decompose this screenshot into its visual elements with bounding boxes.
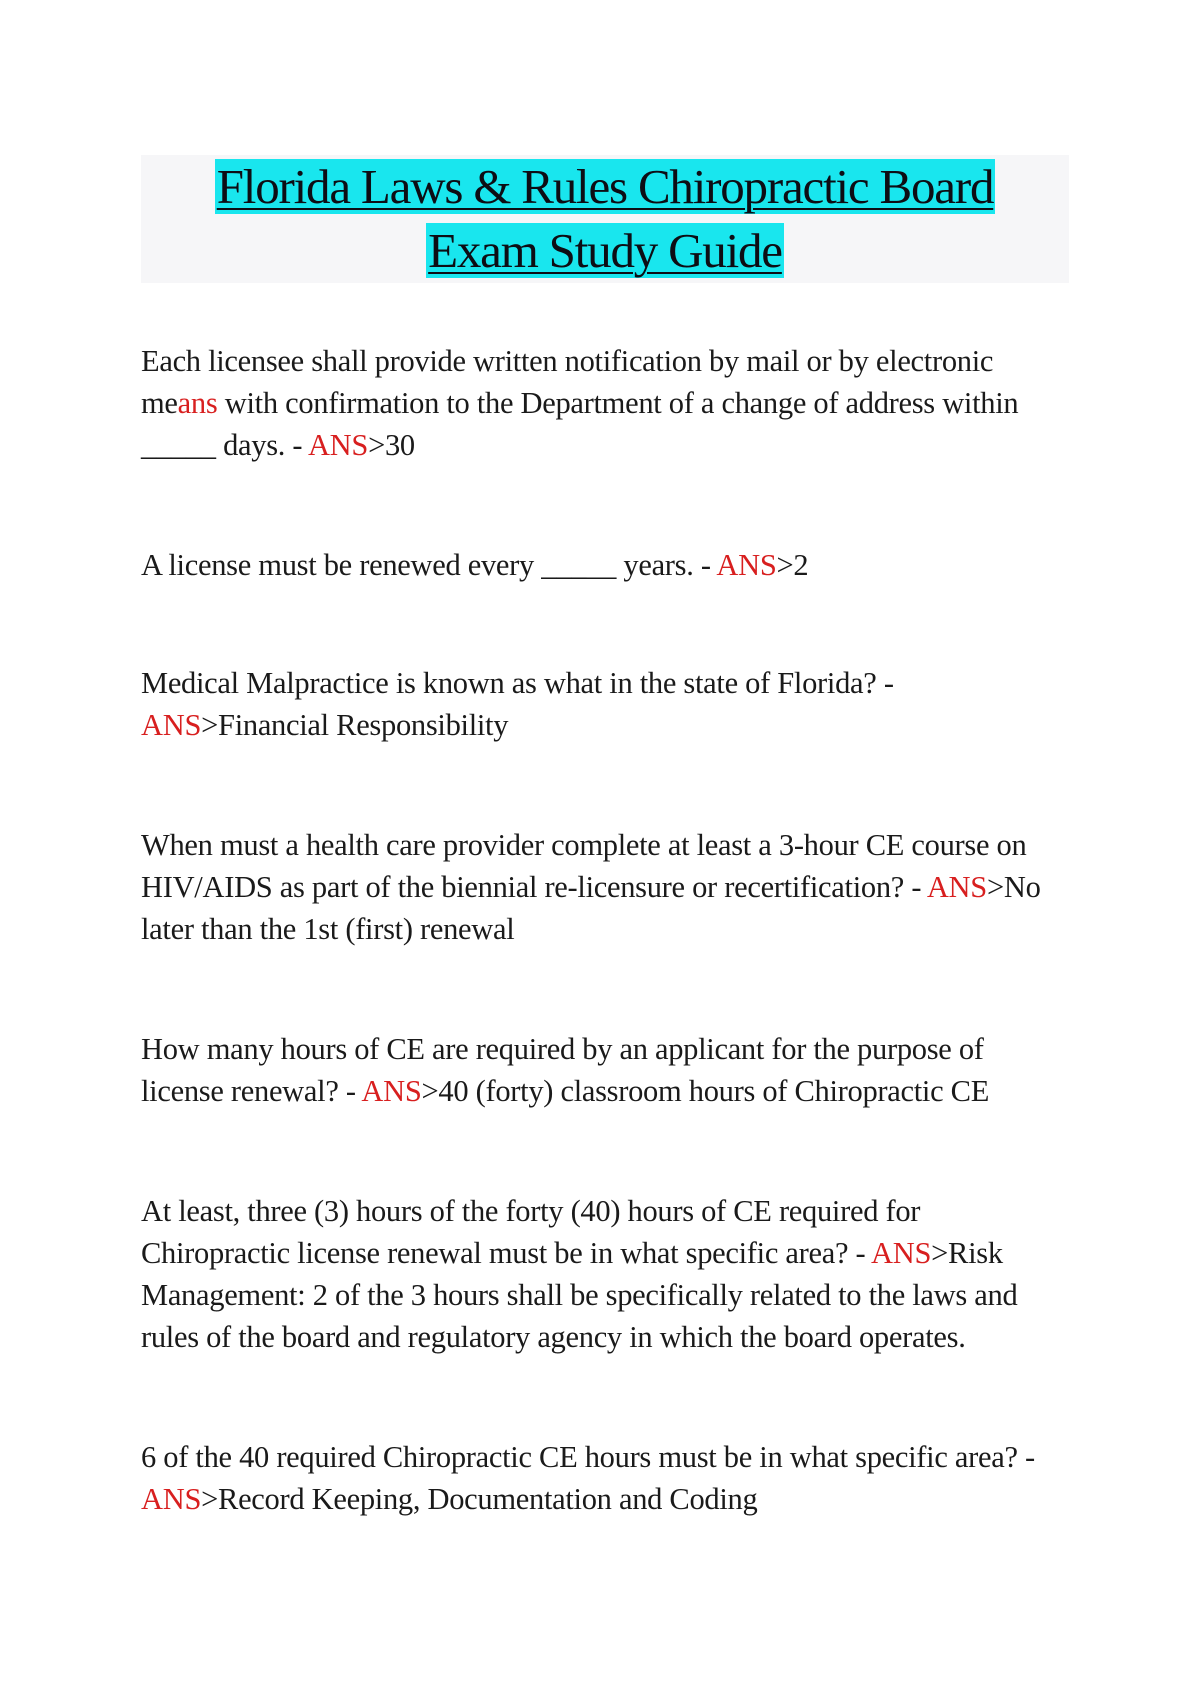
question-text: At least, three (3) hours of the forty (40) hours of CE required for Chiropractic license renewal must be in what specific area? -: [141, 1194, 921, 1270]
answer-text: >Risk Management: 2 of the 3 hours shall be specifically related to the laws and rules of the board and regulatory agency in which the board operates.: [141, 1236, 1018, 1354]
ans-label: ANS: [141, 1482, 202, 1516]
question-text: How many hours of CE are required by an applicant for the purpose of license renewal? -: [141, 1032, 984, 1108]
answer-text: >Financial Responsibility: [201, 708, 509, 742]
qa-item-1: [141, 340, 1071, 466]
qa-item-7: [141, 1436, 1071, 1520]
answer-text: >No later than the 1st (first) renewal: [141, 870, 1041, 946]
ans-label: ANS: [926, 870, 987, 904]
document-title: [141, 155, 1069, 283]
ans-label: ANS: [716, 548, 777, 582]
ans-label: ANS: [361, 1074, 422, 1108]
ans-label: ANS: [871, 1236, 932, 1270]
answer-text: >40 (forty) classroom hours of Chiropractic CE: [421, 1074, 990, 1108]
qa-item-4: [141, 824, 1071, 950]
title-line-2: Exam Study Guide: [428, 223, 782, 278]
ans-label: ANS: [307, 428, 369, 462]
qa-item-6: [141, 1190, 1071, 1358]
question-text: Each licensee shall provide written notification by mail or by electronic me: [141, 344, 994, 420]
question-text-highlight: ans: [177, 386, 218, 420]
question-text: A license must be renewed every _____ years. -: [141, 548, 717, 582]
question-text: with confirmation to the Department of a change of address within _____ days. -: [141, 386, 1019, 462]
title-line-1: Florida Laws & Rules Chiropractic Board: [216, 159, 994, 214]
question-text: Medical Malpractice is known as what in the state of Florida? -: [141, 666, 894, 700]
answer-text: >Record Keeping, Documentation and Coding: [201, 1482, 758, 1516]
qa-item-5: [141, 1028, 1071, 1112]
question-text: When must a health care provider complete at least a 3-hour CE course on HIV/AIDS as part of the biennial re-licensure or recertification? -: [141, 828, 1027, 904]
answer-text: >2: [776, 548, 809, 582]
question-text: 6 of the 40 required Chiropractic CE hours must be in what specific area? -: [141, 1440, 1035, 1474]
answer-text: >30: [368, 428, 415, 462]
ans-label: ANS: [141, 708, 202, 742]
qa-item-3: [141, 662, 1071, 746]
qa-item-2: [141, 544, 1071, 586]
